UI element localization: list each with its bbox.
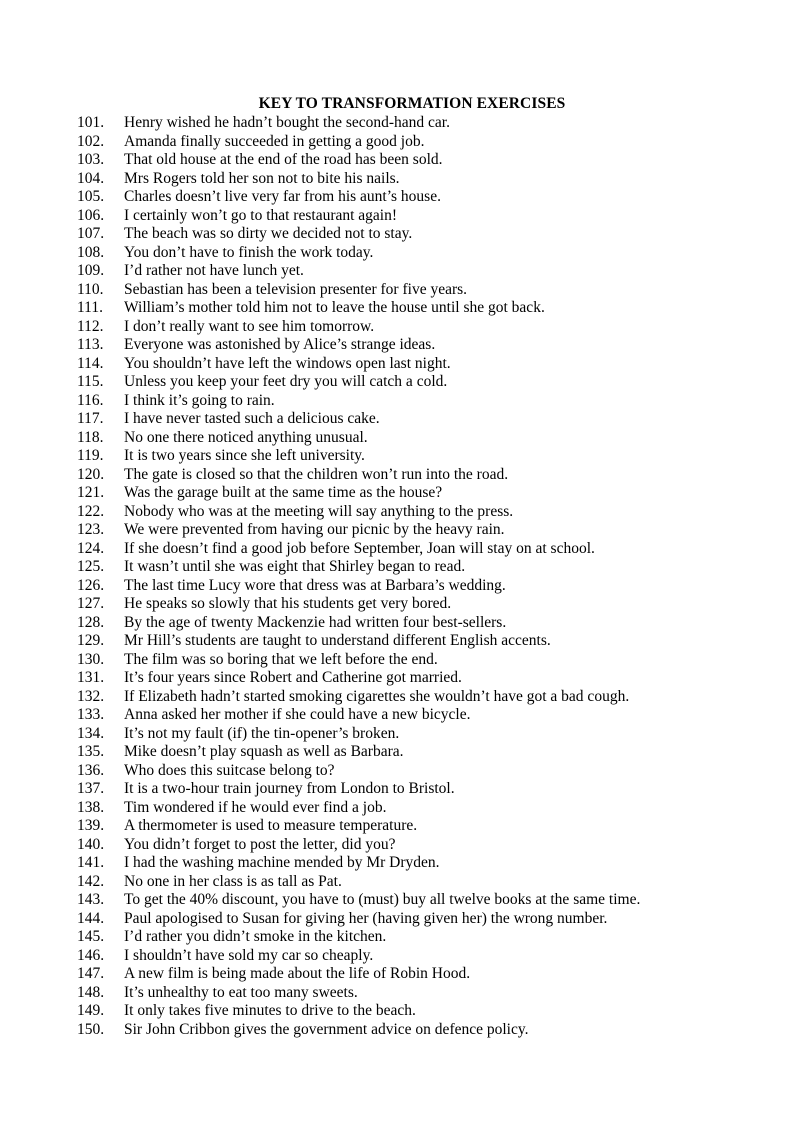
- answer-item: [0, 669, 800, 688]
- answer-list: [0, 114, 800, 1039]
- answer-text: Was the garage built at the same time as the house?: [124, 484, 443, 501]
- answer-text: The gate is closed so that the children won’t run into the road.: [124, 465, 509, 483]
- answer-number: 109.: [77, 262, 105, 279]
- answer-item: [0, 891, 800, 910]
- answer-text: You shouldn’t have left the windows open last night.: [124, 354, 451, 372]
- answer-item: [0, 114, 800, 133]
- answer-number: 128.: [77, 613, 105, 631]
- answer-number: 148.: [77, 983, 105, 1001]
- answer-text: The film was so boring that we left before the end.: [124, 650, 438, 668]
- answer-item: [0, 817, 800, 836]
- answer-number: 125.: [77, 558, 105, 575]
- answer-item: [0, 873, 800, 892]
- answer-number: 121.: [77, 484, 105, 501]
- answer-text: A new film is being made about the life of Robin Hood.: [124, 965, 471, 982]
- answer-item: [0, 762, 800, 781]
- answer-text: He speaks so slowly that his students get very bored.: [124, 595, 452, 612]
- answer-item: [0, 928, 800, 947]
- answer-text: It only takes five minutes to drive to the beach.: [124, 1002, 416, 1019]
- answer-text: I certainly won’t go to that restaurant again!: [124, 206, 398, 224]
- answer-item: [0, 540, 800, 559]
- answer-text: William’s mother told him not to leave the house until she got back.: [124, 299, 545, 316]
- answer-number: 113.: [77, 336, 104, 353]
- answer-number: 144.: [77, 909, 105, 927]
- answer-text: Unless you keep your feet dry you will catch a cold.: [124, 373, 448, 390]
- answer-item: [0, 521, 800, 540]
- answer-number: 138.: [77, 798, 105, 816]
- answer-number: 123.: [77, 521, 105, 538]
- answer-text: I think it’s going to rain.: [124, 391, 275, 409]
- answer-item: [0, 558, 800, 577]
- answer-number: 105.: [77, 188, 105, 205]
- answer-number: 140.: [77, 835, 105, 853]
- answer-text: It is a two-hour train journey from London to Bristol.: [124, 780, 455, 797]
- answer-number: 145.: [77, 928, 105, 945]
- answer-number: 134.: [77, 724, 105, 742]
- answer-item: [0, 595, 800, 614]
- answer-item: [0, 318, 800, 337]
- answer-number: 106.: [77, 206, 105, 224]
- answer-item: [0, 780, 800, 799]
- answer-item: [0, 632, 800, 651]
- answer-item: [0, 299, 800, 318]
- answer-item: [0, 151, 800, 170]
- answer-text: Sir John Cribbon gives the government advice on defence policy.: [124, 1020, 529, 1038]
- answer-item: [0, 1021, 800, 1040]
- answer-number: 141.: [77, 854, 105, 871]
- answer-text: Amanda finally succeeded in getting a good job.: [124, 132, 425, 150]
- answer-number: 116.: [77, 391, 104, 409]
- answer-text: Mrs Rogers told her son not to bite his nails.: [124, 169, 400, 187]
- answer-number: 119.: [77, 447, 104, 464]
- answer-item: [0, 503, 800, 522]
- answer-item: [0, 170, 800, 189]
- answer-text: The last time Lucy wore that dress was at Barbara’s wedding.: [124, 576, 506, 594]
- answer-number: 110.: [77, 280, 104, 298]
- answer-text: It’s four years since Robert and Catherine got married.: [124, 669, 462, 686]
- answer-number: 132.: [77, 687, 105, 705]
- answer-item: [0, 188, 800, 207]
- answer-number: 146.: [77, 946, 105, 964]
- answer-item: [0, 743, 800, 762]
- answer-item: [0, 133, 800, 152]
- answer-number: 104.: [77, 169, 105, 187]
- answer-text: I had the washing machine mended by Mr Dryden.: [124, 854, 440, 871]
- answer-number: 111.: [77, 299, 103, 316]
- answer-item: [0, 410, 800, 429]
- answer-text: To get the 40% discount, you have to (must) buy all twelve books at the same time.: [124, 891, 641, 908]
- answer-text: We were prevented from having our picnic by the heavy rain.: [124, 521, 505, 538]
- answer-text: That old house at the end of the road has been sold.: [124, 151, 443, 168]
- answer-text: No one there noticed anything unusual.: [124, 428, 368, 446]
- answer-item: [0, 577, 800, 596]
- answer-number: 126.: [77, 576, 105, 594]
- answer-item: [0, 1002, 800, 1021]
- page-title: KEY TO TRANSFORMATION EXERCISES: [258, 95, 566, 112]
- answer-item: [0, 965, 800, 984]
- answer-number: 108.: [77, 243, 105, 261]
- answer-item: [0, 725, 800, 744]
- answer-text: Anna asked her mother if she could have a new bicycle.: [124, 706, 471, 723]
- answer-number: 136.: [77, 761, 105, 779]
- answer-number: 127.: [77, 595, 105, 612]
- answer-text: Who does this suitcase belong to?: [124, 761, 335, 779]
- answer-number: 118.: [77, 428, 104, 446]
- answer-item: [0, 910, 800, 929]
- answer-text: It’s not my fault (if) the tin-opener’s broken.: [124, 724, 400, 742]
- answer-item: [0, 336, 800, 355]
- answer-number: 142.: [77, 872, 105, 890]
- answer-item: [0, 836, 800, 855]
- answer-item: [0, 355, 800, 374]
- answer-text: I have never tasted such a delicious cake.: [124, 410, 380, 427]
- answer-item: [0, 447, 800, 466]
- answer-item: [0, 262, 800, 281]
- answer-text: Tim wondered if he would ever find a job.: [124, 798, 387, 816]
- answer-item: [0, 984, 800, 1003]
- answer-item: [0, 706, 800, 725]
- answer-text: Henry wished he hadn’t bought the second-hand car.: [124, 114, 450, 131]
- answer-text: The beach was so dirty we decided not to stay.: [124, 225, 413, 242]
- answer-text: It’s unhealthy to eat too many sweets.: [124, 983, 358, 1001]
- answer-item: [0, 373, 800, 392]
- answer-number: 101.: [77, 114, 105, 131]
- answer-text: Mike doesn’t play squash as well as Barbara.: [124, 743, 404, 760]
- answer-item: [0, 281, 800, 300]
- answer-item: [0, 429, 800, 448]
- answer-number: 117.: [77, 410, 104, 427]
- answer-text: I shouldn’t have sold my car so cheaply.: [124, 946, 374, 964]
- answer-item: [0, 392, 800, 411]
- answer-item: [0, 225, 800, 244]
- answer-text: I don’t really want to see him tomorrow.: [124, 317, 375, 335]
- answer-number: 147.: [77, 965, 105, 982]
- answer-number: 129.: [77, 632, 105, 649]
- answer-number: 102.: [77, 132, 105, 150]
- answer-number: 107.: [77, 225, 105, 242]
- answer-text: Everyone was astonished by Alice’s strange ideas.: [124, 336, 436, 353]
- answer-item: [0, 651, 800, 670]
- answer-text: Sebastian has been a television presenter for five years.: [124, 280, 468, 298]
- answer-text: It is two years since she left university.: [124, 447, 365, 464]
- answer-item: [0, 947, 800, 966]
- answer-text: I’d rather you didn’t smoke in the kitchen.: [124, 928, 387, 945]
- answer-text: By the age of twenty Mackenzie had written four best-sellers.: [124, 613, 507, 631]
- answer-text: You don’t have to finish the work today.: [124, 243, 374, 261]
- answer-text: No one in her class is as tall as Pat.: [124, 872, 342, 890]
- answer-number: 114.: [77, 354, 104, 372]
- answer-item: [0, 854, 800, 873]
- answer-number: 130.: [77, 650, 105, 668]
- answer-item: [0, 484, 800, 503]
- answer-text: Charles doesn’t live very far from his aunt’s house.: [124, 188, 441, 205]
- answer-number: 149.: [77, 1002, 105, 1019]
- answer-number: 139.: [77, 817, 105, 834]
- answer-text: Mr Hill’s students are taught to understand different English accents.: [124, 632, 551, 649]
- answer-text: I’d rather not have lunch yet.: [124, 262, 304, 279]
- answer-number: 124.: [77, 539, 105, 557]
- answer-item: [0, 244, 800, 263]
- answer-number: 103.: [77, 151, 105, 168]
- answer-text: A thermometer is used to measure temperature.: [124, 817, 418, 834]
- answer-number: 120.: [77, 465, 105, 483]
- answer-item: [0, 614, 800, 633]
- answer-number: 115.: [77, 373, 104, 390]
- answer-item: [0, 799, 800, 818]
- answer-text: Nobody who was at the meeting will say anything to the press.: [124, 502, 514, 520]
- answer-item: [0, 466, 800, 485]
- answer-number: 112.: [77, 317, 104, 335]
- answer-item: [0, 207, 800, 226]
- answer-text: It wasn’t until she was eight that Shirley began to read.: [124, 558, 466, 575]
- answer-number: 135.: [77, 743, 105, 760]
- answer-number: 137.: [77, 780, 105, 797]
- answer-text: Paul apologised to Susan for giving her (having given her) the wrong number.: [124, 909, 608, 927]
- answer-text: If Elizabeth hadn’t started smoking cigarettes she wouldn’t have got a bad cough.: [124, 687, 630, 705]
- answer-text: If she doesn’t find a good job before September, Joan will stay on at school.: [124, 539, 595, 557]
- answer-number: 122.: [77, 502, 105, 520]
- answer-text: You didn’t forget to post the letter, did you?: [124, 835, 396, 853]
- answer-number: 131.: [77, 669, 105, 686]
- answer-number: 133.: [77, 706, 105, 723]
- answer-number: 143.: [77, 891, 105, 908]
- answer-number: 150.: [77, 1020, 105, 1038]
- answer-item: [0, 688, 800, 707]
